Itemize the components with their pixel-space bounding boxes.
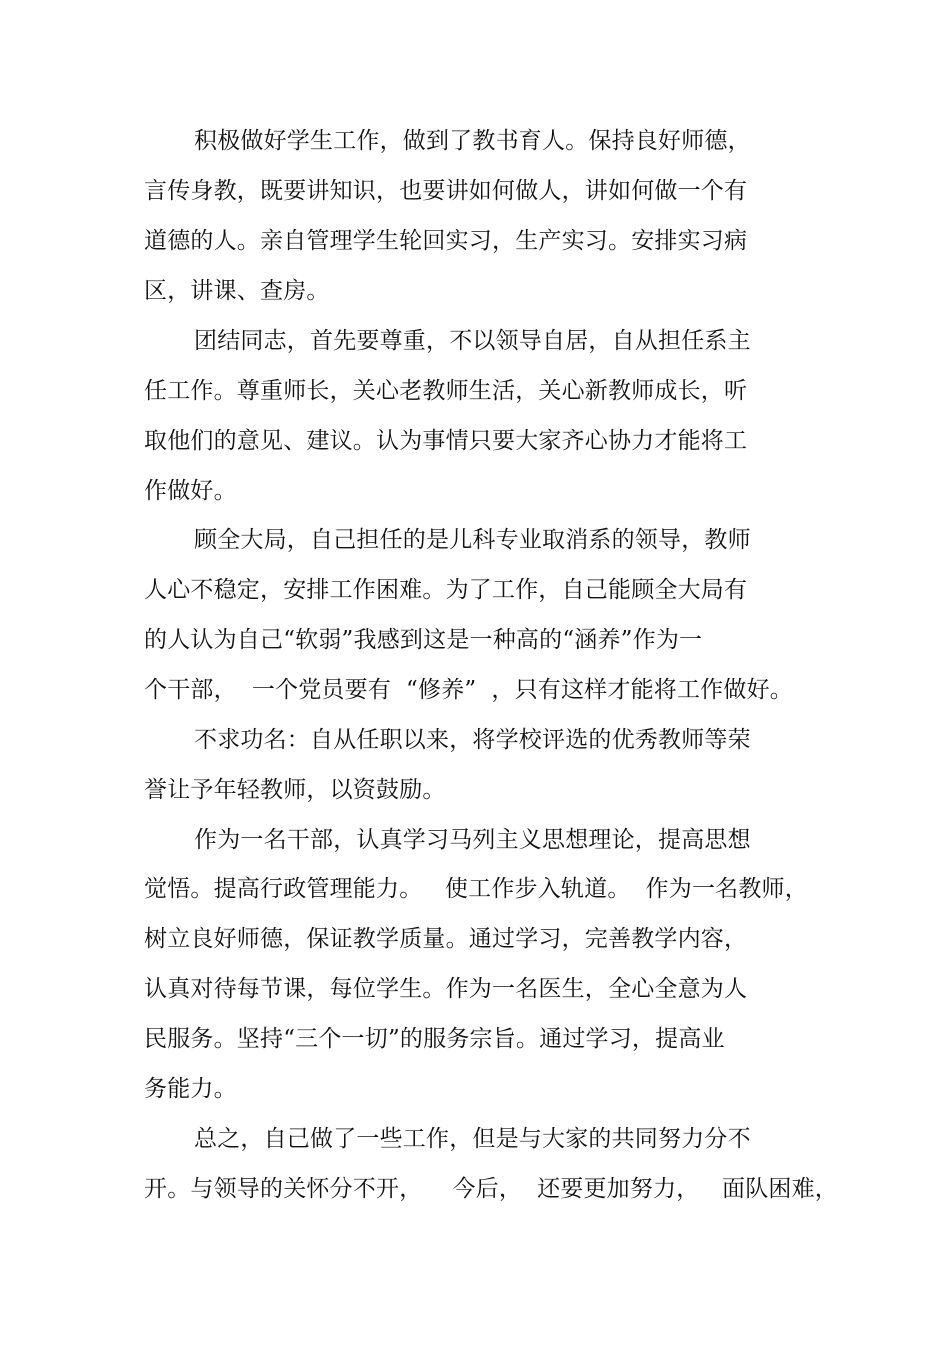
paragraph-line: 作为一名干部，认真学习马列主义思想理论，提高思想 — [194, 827, 751, 853]
paragraph-line: 总之，自己做了一些工作，但是与大家的共同努力分不 — [194, 1126, 751, 1152]
paragraph-line: 作做好。 — [144, 478, 237, 504]
paragraph-line: 任工作。尊重师长，关心老教师生活，关心新教师成长，听 — [144, 378, 748, 404]
paragraph-line: 觉悟。提高行政管理能力。 使工作步入轨道。 作为一名教师， — [144, 876, 808, 902]
paragraph-line: 的人认为自己“软弱”我感到这是一种高的“涵养”作为一 — [144, 627, 703, 653]
paragraph-line: 言传身教，既要讲知识，也要讲如何做人，讲如何做一个有 — [144, 178, 748, 204]
paragraph-line: 区，讲课、查房。 — [144, 278, 330, 304]
paragraph-line: 民服务。坚持“三个一切”的服务宗旨。通过学习，提高业 — [144, 1026, 725, 1052]
paragraph-line: 个干部， 一个党员要有 “修养” ，只有这样才能将工作做好。 — [144, 677, 793, 703]
paragraph-line: 务能力。 — [144, 1076, 237, 1102]
paragraph-line: 认真对待每节课，每位学生。作为一名医生，全心全意为人 — [144, 976, 748, 1002]
paragraph-line: 不求功名：自从任职以来，将学校评选的优秀教师等荣 — [194, 727, 751, 753]
paragraph-line: 誉让予年轻教师，以资鼓励。 — [144, 777, 446, 803]
paragraph-line: 取他们的意见、建议。认为事情只要大家齐心协力才能将工 — [144, 428, 748, 454]
paragraph-line: 道德的人。亲自管理学生轮回实习，生产实习。安排实习病 — [144, 228, 748, 254]
paragraph-line: 树立良好师德，保证教学质量。通过学习，完善教学内容， — [144, 926, 748, 952]
paragraph-line: 开。与领导的关怀分不开， 今后， 还要更加努力， 面队困难， — [144, 1176, 838, 1202]
paragraph-line: 团结同志，首先要尊重，不以领导自居，自从担任系主 — [194, 328, 751, 354]
paragraph-line: 积极做好学生工作，做到了教书育人。保持良好师德， — [194, 128, 751, 154]
paragraph-line: 人心不稳定，安排工作困难。为了工作，自己能顾全大局有 — [144, 577, 748, 603]
paragraph-line: 顾全大局，自己担任的是儿科专业取消系的领导，教师 — [194, 527, 751, 553]
